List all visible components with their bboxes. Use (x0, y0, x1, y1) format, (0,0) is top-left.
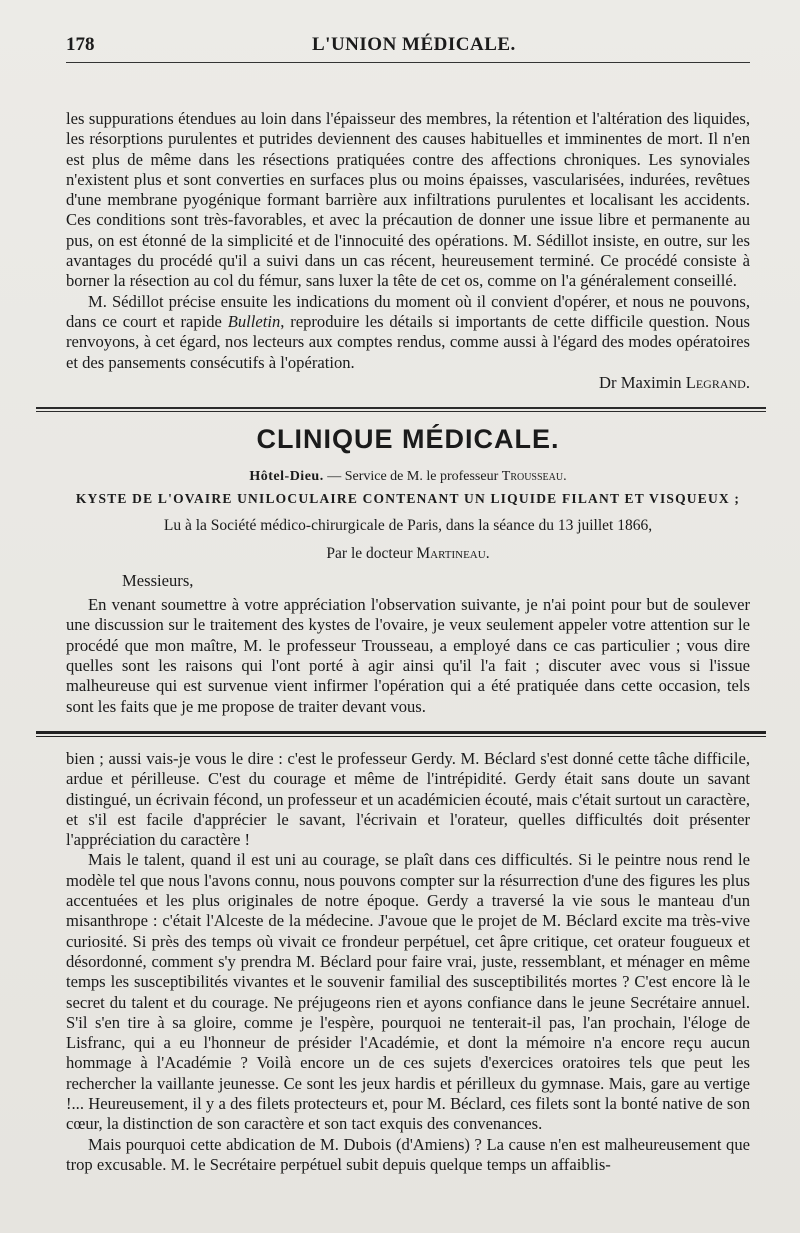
author-name: Martineau. (416, 545, 490, 563)
article-paragraph (66, 292, 750, 373)
service-text: — Service de M. le professeur (323, 469, 502, 485)
paragraph-text: , reproduire les détails si importants de cette difficile question. Nous renvoyons, à cet égard, nos lecteurs aux comptes rendus, comme aussi à l'égard des modes opératoires et des pansements consécutifs à l'opération. (66, 311, 750, 372)
clinique-section (66, 424, 750, 717)
salutation: Messieurs, (122, 571, 194, 591)
paragraph-text: M. Sédillot précise ensuite les indications du moment où il convient d'opérer, et nous ne pouvons, dans ce court et rapide (66, 291, 750, 331)
case-title: KYSTE DE L'OVAIRE UNILOCULAIRE CONTENANT UN LIQUIDE FILANT ET VISQUEUX ; (75, 491, 741, 507)
feuilleton-divider (36, 731, 766, 737)
hospital-name: Hôtel-Dieu. (249, 469, 324, 485)
author-prefix: Par le docteur (326, 545, 417, 563)
page-header (66, 28, 750, 63)
article-paragraph: les suppurations étendues au loin dans l'épaisseur des membres, la rétention et l'altération des liquides, les résorptions purulentes et putrides deviennent des causes habituelles et imminentes de mort. Il n'en est plus de même dans les résections pratiquées contre des affections chroniques. Les synoviales n'existent plus et sont converties en surfaces plus ou moins épaisses, vascularisées, indurées, revêtues d'une membrane pyogénique formant barrière aux infiltrations purulentes et localisant les accidents. Ces conditions sont très-favorables, et avec la précaution de donner une issue libre et permanente au pus, on est étonné de la simplicité et de l'innocuité des opérations. M. Sédillot insiste, en outre, sur les avantages du procédé qu'il a suivi dans un cas récent, heureusement terminé. Ce procédé consiste à borner la résection au col du fémur, sans luxer la tête de cet os, comme on l'a généralement conseillé. (66, 109, 750, 291)
service-line (66, 469, 750, 485)
intro-paragraph: En venant soumettre à votre appréciation l'observation suivante, je n'ai point pour but de soulever une discussion sur le traitement des kystes de l'ovaire, je veux seulement appeler votre attention sur le procédé que mon maître, M. le professeur Trousseau, a employé dans ce cas particulier ; vous dire quelles sont les raisons qui l'ont porté à agir ainsi qu'il l'a fait ; discuter avec vous si l'issue malheureuse qui est survenue vient infirmer l'opération qui a été pratiquée dans cette occasion, tels sont les faits que je me propose de traiter devant vous. (66, 595, 750, 716)
journal-title-italic: Bulletin (227, 311, 281, 331)
signature-name: Legrand. (685, 372, 750, 392)
professor-name: Trousseau. (501, 469, 567, 485)
feuilleton-paragraph: Mais le talent, quand il est uni au courage, se plaît dans ces difficultés. Si le peintre nous rend le modèle tel que nous l'avons connu, nous pouvons compter sur la résurrection d'une des figures les plus accentuées et les plus originales de notre époque. Gerdy a traversé la vie sous le manteau d'un misanthrope : c'était l'Alceste de la médecine. J'avoue que le projet de M. Béclard excite ma très-vive curiosité. Si près des temps où vivait ce frondeur perpétuel, cet âpre critique, cet orateur fougueux et désordonné, comment s'y prendra M. Béclard pour faire vrai, juste, ressemblant, et ménager en même temps les susceptibilités vivantes et le souvenir familial des susceptibilités mortes ? C'est encore là le secret du talent et du courage. Ne préjugeons rien et ayons confiance dans le jeune Secrétaire annuel. S'il s'en tire à sa gloire, comme je l'espère, pourquoi ne tenterait-il pas, l'an prochain, l'éloge de Lisfranc, qui a eu l'honneur de présider l'Académie, et dont la mémoire n'a encore reçu aucun hommage à l'Académie ? Voilà encore un de ces sujets d'exercices oratoires tels que peut les rechercher la vaillante jeunesse. Ce sont les jeux hardis et périlleux du gymnase. Mais, gare au vertige !... Heureusement, il y a des filets protecteurs et, pour M. Béclard, ces filets sont la bonté native de son cœur, la distinction de son caractère et son tact exquis des convenances. (66, 850, 750, 1134)
signature-prefix: Dr Maximin (599, 372, 686, 392)
read-at-line: Lu à la Société médico-chirurgicale de Paris, dans la séance du 13 juillet 1866, (163, 517, 653, 535)
author-line (66, 545, 750, 563)
feuilleton-paragraph: bien ; aussi vais-je vous le dire : c'est le professeur Gerdy. M. Béclard s'est donné cette tâche difficile, ardue et périlleuse. C'est du courage et même de l'intrépidité. Gerdy était sans doute un savant distingué, un écrivain fécond, un professeur et un académicien écouté, mais c'était surtout un caractère, et s'il est facile d'apprécier le savant, l'écrivain et l'orateur, quelles difficultés doit présenter l'appréciation du caractère ! (66, 748, 750, 850)
top-article (66, 109, 750, 393)
section-title: CLINIQUE MÉDICALE. (256, 424, 560, 455)
section-divider (36, 407, 766, 412)
feuilleton-section (66, 749, 750, 1175)
feuilleton-paragraph: Mais pourquoi cette abdication de M. Dubois (d'Amiens) ? La cause n'en est malheureusement que trop excusable. M. le Secrétaire perpétuel subit depuis quelque temps un affaiblis- (66, 1134, 750, 1174)
running-title: L'UNION MÉDICALE. (312, 34, 516, 55)
page-number: 178 (66, 34, 95, 55)
author-signature (66, 373, 750, 393)
